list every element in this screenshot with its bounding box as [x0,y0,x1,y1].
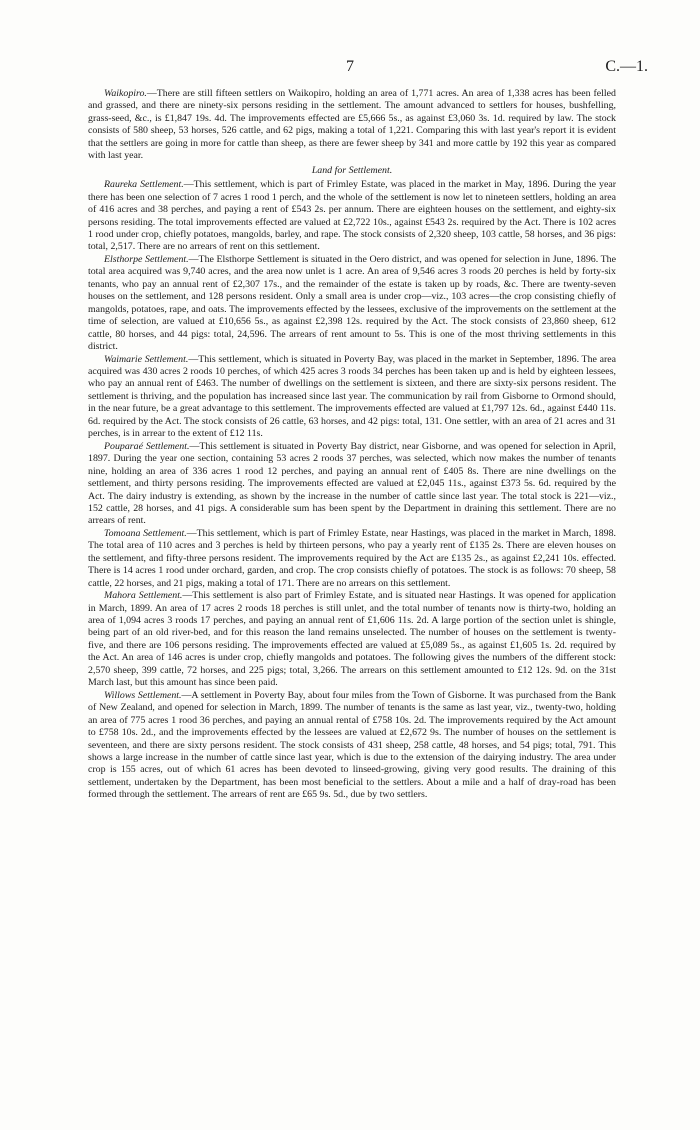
page-number: 7 [346,58,354,75]
paragraph-tomoana [88,528,616,590]
paragraph-lead: Willows Settlement. [104,689,182,701]
paragraph-pouparae [88,441,616,528]
paragraph-text: —This settlement, which is part of Frimley Estate, was placed in the market in May, 1896. During the year there has been one selection of 7 acres 1 rood 1 perch, and the whole of the settlement is now let to nineteen settlers, holding an area of 416 acres and 38 perches, and paying a rent of £543 2s. per annum. There are eighteen houses on the settlement, and eighty-six persons residing. The total improvements effected are valued at £2,722 10s., against £543 2s. required by the Act. There is 102 acres 1 rood under crop, chiefly potatoes, mangolds, barley, and rape. The stock consists of 2,320 sheep, 103 cattle, 58 horses, and 36 pigs: total, 2,517. There are no arrears of rent on this settlement. [88,179,617,253]
paragraph-text: —This settlement is situated in Poverty Bay district, near Gisborne, and was opened for selection in April, 1897. During the year one section, containing 53 acres 2 roods 37 perches, was selected, which now makes the number of tenants nine, holding an area of 336 acres 1 rood 12 perches, and paying an annual rent of £405 8s. There are nine dwellings on the settlement, and thirty persons residing. The improvements effected are valued at £2,045 11s., against £373 5s. 6d. required by the Act. The dairy industry is extending, as shown by the increase in the number of cattle since last year. The total stock is 221—viz., 152 cattle, 28 horses, and 41 pigs. A considerable sum has been spent by the Department in draining this settlement. There are no arrears of rent. [88,440,617,527]
paragraph-lead: Waimarie Settlement. [104,353,189,365]
paragraph-elsthorpe [88,254,616,354]
paragraph-text: —This settlement is also part of Frimley Estate, and is situated near Hastings. It was opened for application in March, 1899. An area of 17 acres 2 roods 18 perches is still unlet, and the total number of tenants now is thirty-two, holding an area of 1,094 acres 3 roods 17 perches, and paying an annual rent of £1,606 11s. 2d. A large portion of the section unlet is shingle, being part of an old river-bed, and for this reason the land remains unselected. The number of houses on the settlement is twenty-five, and there are 106 persons residing. The improvements effected are valued at £5,089 5s., as against £1,605 1s. 2d. required by the Act. An area of 146 acres is under crop, chiefly mangolds and potatoes. The following gives the numbers of the different stock: 2,570 sheep, 399 cattle, 72 horses, and 225 pigs; total, 3,266. The arrears on this settlement amounted to £12 12s. 9d. on the 31st March last, but this amount has since been paid. [88,590,616,689]
section-heading: Land for Settlement. [311,164,393,176]
paragraph-lead: Waikopiro. [104,88,147,99]
paragraph-text: —There are still fifteen settlers on Waikopiro, holding an area of 1,771 acres. An area of 1,338 acres has been felled and grassed, and there are ninety-six persons residing in the settlement. The amount advanced to settlers for houses, bushfelling, grass-seed, &c., is £1,847 19s. 4d. The improvements effected are £5,666 5s., as against £3,060 3s. 1d. required by law. The stock consists of 580 sheep, 53 horses, 526 cattle, and 62 pigs, making a total of 1,221. Comparing this with last year's report it is evident that the settlers are going in more for cattle than sheep, as there are fewer sheep by 341 and more cattle by 192 this year as compared with last year. [88,88,616,162]
paragraph-raureka [88,179,616,254]
paragraph-text: —This settlement, which is part of Frimley Estate, near Hastings, was placed in the market in March, 1898. The total area of 110 acres and 3 perches is held by thirteen persons, who pay a yearly rent of £135 2s. There are eleven houses on the settlement, and fifty-three persons resident. The improvements required by the Act are £135 2s., as against £2,241 10s. effected. There is 14 acres 1 rood under orchard, garden, and crop. The crop consists chiefly of potatoes. The stock is as follows: 70 sheep, 58 cattle, 22 horses, and 21 pigs, making a total of 171. There are no arrears on this settlement. [88,527,616,589]
paragraph-lead: Pouparaé Settlement. [104,440,190,452]
paragraph-text: —This settlement, which is situated in Poverty Bay, was placed in the market in September, 1896. The area acquired was 430 acres 2 roods 10 perches, of which 425 acres 3 roods 34 perches has been taken up and is held by eighteen lessees, who pay an annual rent of £463. The number of dwellings on the settlement is sixteen, and there are sixty-six persons resident. The settlement is thriving, and the population has increased since last year. The communication by rail from Gisborne to Ormond should, in the near future, be a great advantage to this settlement. The improvements effected are valued at £1,797 12s. 6d., against £440 11s. 6d. required by the Act. The stock consists of 26 cattle, 63 horses, and 42 pigs: total, 131. One settler, with an area of 21 acres and 31 perches, is in arrear to the extent of £12 11s. [88,353,617,440]
paragraph-lead: Elsthorpe Settlement. [104,253,189,265]
paragraph-text: —A settlement in Poverty Bay, about four miles from the Town of Gisborne. It was purchased from the Bank of New Zealand, and opened for selection in March, 1899. The number of tenants is the same as last year, viz., twenty-two, holding an area of 775 acres 1 rood 36 perches, and paying an annual rental of £758 10s. 2d. The improvements required by the Act amount to £758 10s. 2d., and the improvements effected by the lessees are valued at £2,672 9s. The number of houses on the settlement is seventeen, and there are sixty persons resident. The stock consists of 431 sheep, 258 cattle, 48 horses, and 54 pigs; total, 791. This shows a large increase in the number of cattle since last year, which is due to the extension of the dairying industry. The area under crop is 155 acres, out of which 61 acres has been devoted to linseed-growing, giving very good results. The draining of this settlement, undertaken by the Department, has been most beneficial to the settlers. About a mile and a half of dray-road has been formed through the settlement. The arrears of rent are £65 9s. 5d., due by two settlers. [88,689,616,801]
paragraph-mahora [88,590,616,690]
paragraph-waikopiro [88,88,616,163]
paragraph-waimarie [88,354,616,441]
paragraph-lead: Raureka Settlement. [104,179,184,191]
paragraph-lead: Tomoana Settlement. [104,527,187,539]
paragraph-willows [88,690,616,802]
paragraph-text: —The Elsthorpe Settlement is situated in the Oero district, and was opened for selection in June, 1896. The total area acquired was 9,740 acres, and the area now unlet is 1 acre. An area of 9,546 acres 3 roods 20 perches is held by forty-six tenants, who pay an annual rent of £2,307 17s., and the remainder of the estate is taken up by roads, &c. There are twenty-seven houses on the settlement, and 128 persons resident. Only a small area is under crop—viz., 103 acres—the crop consisting chiefly of mangolds, potatoes, rape, and oats. The improvements effected by the lessees, exclusive of the improvements on the settlement at the time of selection, are valued at £10,656 5s., as against £2,398 12s. required by the Act. The stock consists of 23,860 sheep, 612 cattle, 80 horses, and 44 pigs: total, 24,596. The arrears of rent amount to 5s. This is one of the most thriving settlements in this district. [88,253,616,353]
paragraph-lead: Mahora Settlement. [104,590,183,602]
document-reference: C.—1. [605,58,648,75]
body-text [88,88,616,802]
